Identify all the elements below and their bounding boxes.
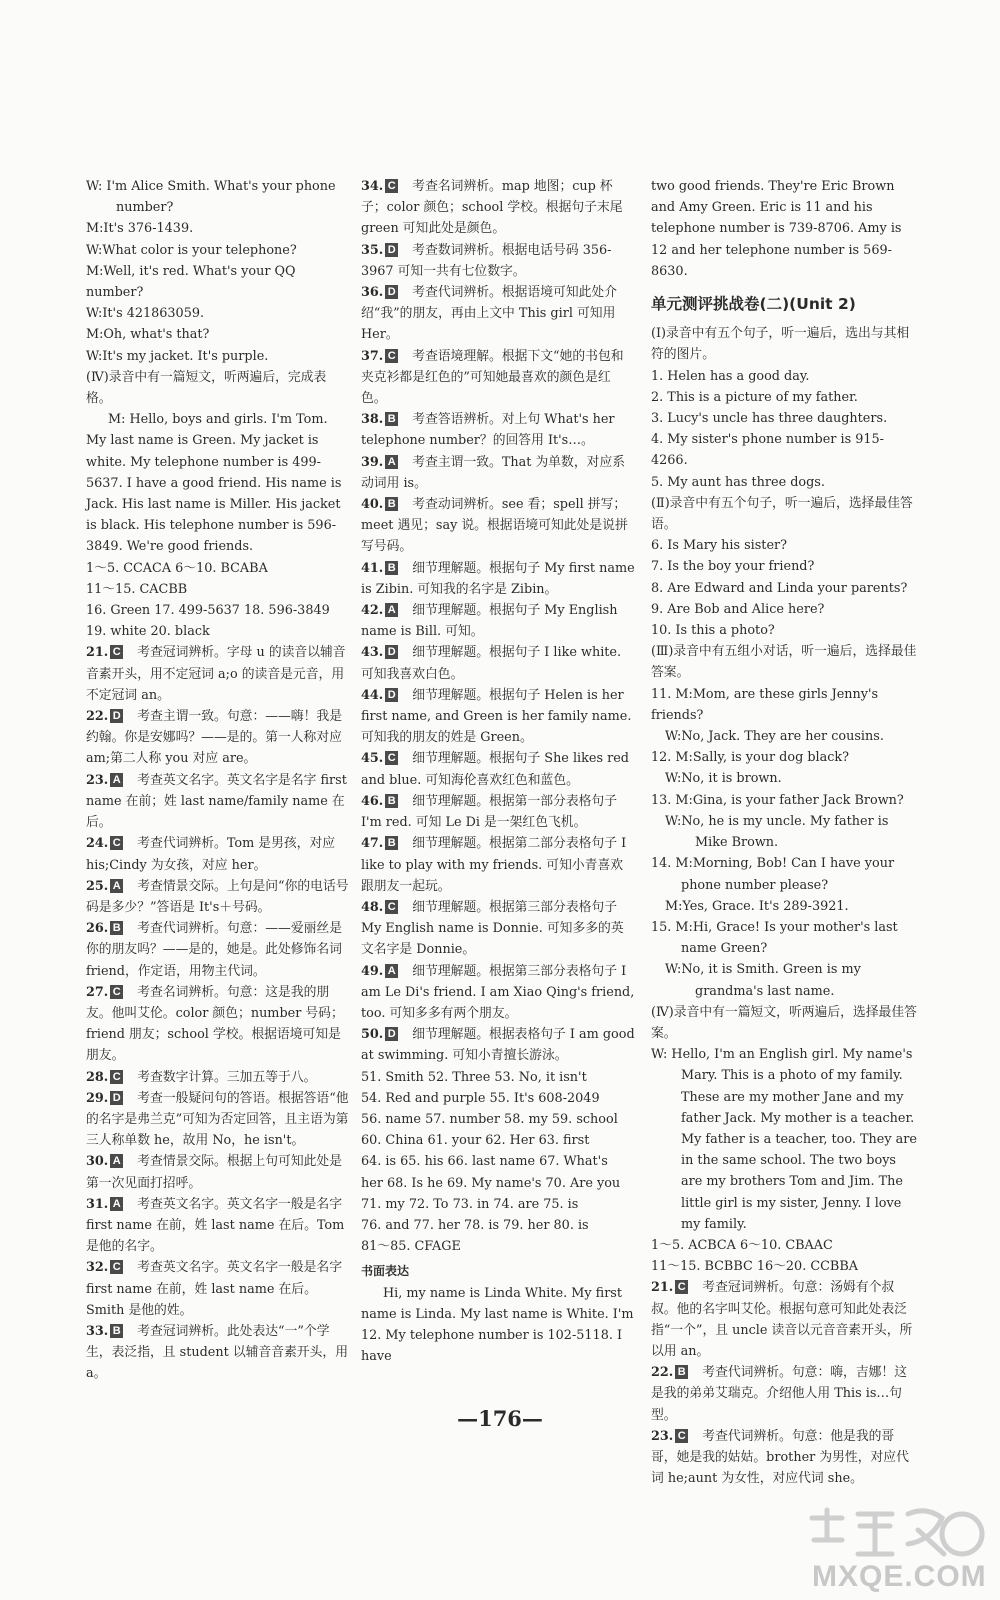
answer-letter: B [385,497,398,511]
explanation-text: 考查名词辨析。句意：这是我的朋友。他叫艾伦。color 颜色；number 号码；friend 朋友；school 学校。根据语境可知是朋友。 [86,984,344,1064]
text-line: two good friends. They're Eric Brown and Amy Green. Eric is 11 and his telephone number is 739-8706. Amy is 12 and her telephone number is 569-8630. [651,179,902,279]
question-number: 37. [361,348,384,364]
text-line: M:Yes, Grace. It's 289-3921. [665,898,849,914]
question-number: 38. [361,412,384,428]
column-left [86,176,350,1385]
text-line: 16. Green 17. 499-5637 18. 596-3849 [86,603,330,619]
answer-letter: A [385,603,398,617]
text-line: 60. China 61. your 62. Her 63. first [361,1133,590,1149]
question-number: 23. [86,772,109,788]
answer-letter: C [110,645,123,659]
answer-letter: C [385,349,398,363]
explanation-text: 考查冠词辨析。此处表达“一”个学生，表泛指，且 student 以辅音音素开头，用 a。 [86,1323,348,1382]
answer-item [361,600,635,642]
question-number: 47. [361,836,384,852]
answer-item [361,791,635,833]
answer-letter: D [110,1091,123,1105]
text-line: M:It's 376-1439. [86,221,194,237]
answer-item [361,346,635,410]
explanation-text: 细节理解题。根据第一部分表格句子 I'm red. 可知 Le Di 是一架红色飞机。 [361,793,618,831]
answer-item [86,1151,350,1193]
answer-letter: A [110,1154,123,1168]
explanation-text: 考查名词辨析。map 地图；cup 杯子；color 颜色；school 学校。根据句子末尾 green 可知此处是颜色。 [361,179,623,237]
answer-letter: D [385,285,398,299]
answer-letter: B [110,1324,123,1338]
explanation-text: 考查代词辨析。Tom 是男孩，对应 his;Cindy 为女孩，对应 her。 [86,836,336,873]
answer-item [361,452,635,494]
question-number: 44. [361,687,384,703]
text-line: 3. Lucy's uncle has three daughters. [651,411,888,427]
question-number: 30. [86,1154,109,1170]
explanation-text: 考查代词辨析。句意：——爱丽丝是你的朋友吗？——是的，她是。此处修饰名词 friend，作定语，用物主代词。 [86,921,343,979]
answer-item [361,961,635,1025]
question-number: 39. [361,454,384,470]
answer-letter: C [110,985,123,999]
text-line: 10. Is this a photo? [651,623,775,639]
question-number: 23. [651,1428,674,1444]
text-line: 1～5. ACBCA 6～10. CBAAC [651,1237,833,1253]
text-line: 64. is 65. his 66. last name 67. What's [361,1154,608,1170]
explanation-text: 考查数字计算。三加五等于八。 [137,1069,317,1085]
text-line: W:No, it is brown. [665,771,782,787]
column-right [651,176,919,1489]
answer-letter: D [385,688,398,702]
text-line: 81～85. CFAGE [361,1239,461,1255]
explanation-text: 考查冠词辨析。句意：汤姆有个叔叔。他的名字叫艾伦。根据句意可知此处表泛指“一个”，且 uncle 读音以元音音素开头，所以用 an。 [651,1280,913,1359]
explanation-text: 细节理解题。根据句子 She likes red and blue. 可知海伦喜欢红色和蓝色。 [361,751,629,788]
text-line: 15. M:Hi, Grace! Is your mother's last name Green? [651,919,898,957]
text-line: 9. Are Bob and Alice here? [651,601,825,617]
question-number: 28. [86,1069,109,1085]
answer-item [86,1321,350,1385]
answer-item [86,770,350,834]
answer-item [361,282,635,346]
question-number: 22. [86,709,109,725]
explanation-text: 考查主谓一致。句意：——嗨！我是约翰。你是安娜吗？——是的。第一人称对应 am;第二人称 you 对应 are。 [86,709,343,767]
text-line: (Ⅳ)录音中有一篇短文，听两遍后，选择最佳答案。 [651,1004,917,1041]
question-number: 35. [361,242,384,258]
explanation-text: 细节理解题。根据第三部分表格句子 I am Le Di's friend. I am Xiao Qing's friend, too. 可知多多有两个朋友。 [361,963,635,1021]
text-line: W:It's 421863059. [86,306,205,322]
answer-letter: D [385,645,398,659]
question-number: 25. [86,878,109,894]
question-number: 32. [86,1260,109,1276]
question-number: 29. [86,1090,109,1106]
question-number: 42. [361,603,384,619]
question-number: 36. [361,285,384,301]
watermark-text: MXQE.COM [812,1560,987,1593]
answer-letter: C [675,1280,688,1294]
explanation-text: 考查情景交际。根据上句可知此处是第一次见面打招呼。 [86,1154,343,1191]
explanation-text: 细节理解题。根据句子 I like white. 可知我喜欢白色。 [361,645,622,682]
text-line: Hi, my name is Linda White. My first name is Linda. My last name is White. I'm 12. My telephone number is 102-5118. I have [361,1285,634,1365]
explanation-text: 细节理解题。根据句子 My English name is Bill. 可知。 [361,603,618,640]
answer-item [361,748,635,790]
explanation-text: 考查情景交际。上句是问“你的电话号码是多少？”答语是 It's＋号码。 [86,878,349,915]
explanation-text: 考查代词辨析。句意：他是我的哥哥，她是我的姑姑。brother 为男性，对应代词 he;aunt 为女性，对应代词 she。 [651,1428,909,1487]
answer-item [361,1024,635,1066]
text-line: 76. and 77. her 78. is 79. her 80. is [361,1217,589,1233]
answer-letter: D [385,1027,398,1041]
answer-item [361,558,635,600]
answer-item [86,918,350,982]
answer-letter: C [385,179,398,193]
text-line: 5. My aunt has three dogs. [651,474,825,490]
text-line: 7. Is the boy your friend? [651,559,815,575]
text-line: M:Oh, what's that? [86,327,210,343]
question-number: 48. [361,899,384,915]
text-line: 54. Red and purple 55. It's 608-2049 [361,1090,600,1106]
text-line: (Ⅰ)录音中有五个句子，听一遍后，选出与其相符的图片。 [651,326,910,363]
text-line: 1～5. CCACA 6～10. BCABA [86,560,268,576]
question-number: 43. [361,645,384,661]
answer-item [361,240,635,282]
answer-item [651,1362,919,1426]
answer-letter: A [385,455,398,469]
answer-letter: C [675,1429,688,1443]
answer-letter: B [385,794,398,808]
question-number: 26. [86,921,109,937]
answer-item [86,982,350,1067]
text-line: M:Well, it's red. What's your QQ number? [86,263,296,301]
answer-item [361,897,635,961]
question-number: 21. [86,645,109,661]
text-line: 71. my 72. To 73. in 74. are 75. is [361,1196,579,1212]
answer-item [86,1194,350,1258]
question-number: 22. [651,1365,674,1381]
answer-letter: C [110,1070,123,1084]
explanation-text: 考查答语辨析。对上句 What's her telephone number？的回答用 It's…。 [361,412,615,449]
explanation-text: 考查英文名字。英文名字一般是名字 first name 在前，姓 last name 在后。Smith 是他的姓。 [86,1260,343,1318]
answer-item [651,1277,919,1362]
text-line: 11. M:Mom, are these girls Jenny's friends? [651,686,879,723]
explanation-text: 细节理解题。根据句子 My first name is Zibin. 可知我的名字是 Zibin。 [361,560,635,597]
question-number: 46. [361,793,384,809]
explanation-text: 考查语境理解。根据下文“她的书包和夹克衫都是红色的”可知她最喜欢的颜色是红色。 [361,348,624,407]
answer-letter: B [385,836,398,850]
text-line: 6. Is Mary his sister? [651,538,788,554]
answer-letter: B [385,412,398,426]
text-line: W:What color is your telephone? [86,242,297,258]
answer-letter: B [385,561,398,575]
answer-letter: B [675,1365,688,1379]
explanation-text: 考查代词辨析。根据语境可知此处介绍“我”的朋友，再由上文中 This girl 可知用 Her。 [361,285,618,343]
text-line: 19. white 20. black [86,624,210,640]
answer-item [651,1426,919,1490]
text-line: W:No, Jack. They are her cousins. [665,729,884,745]
explanation-text: 考查主谓一致。That 为单数，对应系动词用 is。 [361,454,626,491]
text-line: her 68. Is he 69. My name's 70. Are you [361,1175,621,1191]
answer-letter: C [385,900,398,914]
answer-item [361,176,635,240]
text-line: 14. M:Morning, Bob! Can I have your phone number please? [651,856,895,893]
question-number: 45. [361,751,384,767]
question-number: 33. [86,1323,109,1339]
answer-item [86,876,350,918]
text-line: W:No, he is my uncle. My father is Mike Brown. [665,813,889,851]
text-line: 4. My sister's phone number is 915-4266. [651,432,884,469]
text-line: 2. This is a picture of my father. [651,389,858,405]
question-number: 49. [361,963,384,979]
answer-item [86,1067,350,1088]
explanation-text: 考查冠词辨析。字母 u 的读音以辅音音素开头，用不定冠词 a;o 的读音是元音，用不定冠词 an。 [86,645,346,703]
answer-item [361,642,635,684]
answer-item [86,642,350,706]
text-line: M: Hello, boys and girls. I'm Tom. My last name is Green. My jacket is white. My telephone number is 499-5637. I have a good friend. His name is Jack. His last name is Miller. His jacket is black. His telephone number is 596-3849. We're good friends. [86,412,342,555]
page-number: —176— [457,1406,543,1431]
answer-letter: A [110,773,123,787]
explanation-text: 考查代词辨析。句意：嗨，吉娜！这是我的弟弟艾瑞克。介绍他人用 This is…句型。 [651,1365,908,1423]
answer-item [361,833,635,897]
answer-letter: A [385,964,398,978]
question-number: 40. [361,497,384,513]
question-number: 34. [361,179,384,194]
answer-item [86,1088,350,1152]
answer-item [86,1257,350,1321]
answer-letter: C [110,1260,123,1274]
answer-item [361,494,635,558]
text-line: 13. M:Gina, is your father Jack Brown? [651,792,904,808]
answer-letter: D [110,709,123,723]
answer-letter: C [110,836,123,850]
explanation-text: 细节理解题。根据句子 Helen is her first name, and Green is her family name. 可知我的朋友的姓是 Green。 [361,687,632,746]
text-line: 11～15. CACBB [86,581,188,597]
text-line: (Ⅱ)录音中有五个句子，听一遍后，选择最佳答语。 [651,495,913,533]
question-number: 24. [86,836,109,852]
question-number: 41. [361,560,384,576]
answer-letter: A [110,879,123,893]
text-line: W: Hello, I'm an English girl. My name's Mary. This is a photo of my family. These are my mother Jane and my father Jack. My mother is a teacher. My father is a teacher, too. They are in the same school. The two boys are my brothers Tom and Jim. The little girl is my sister, Jenny. I love my family. [651,1047,917,1232]
answer-letter: D [385,243,398,257]
text-line: 11～15. BCBBC 16～20. CCBBA [651,1259,858,1275]
column-middle [361,176,635,1367]
explanation-text: 考查数词辨析。根据电话号码 356-3967 可知一共有七位数字。 [361,242,612,279]
text-line: W:No, it is Smith. Green is my grandma's last name. [665,962,861,999]
section-heading: 单元测评挑战卷(二)(Unit 2) [651,295,856,314]
explanation-text: 细节理解题。根据第三部分表格句子 My English name is Donnie. 可知多多的英文名字是 Donnie。 [361,899,624,958]
question-number: 27. [86,984,109,1000]
text-line: 51. Smith 52. Three 53. No, it isn't [361,1069,587,1085]
text-line: 8. Are Edward and Linda your parents? [651,580,908,596]
question-number: 21. [651,1280,674,1296]
answer-item [86,706,350,770]
answer-item [361,685,635,749]
explanation-text: 考查英文名字。英文名字是名字 first name 在前；姓 last name/family name 在后。 [86,772,347,831]
question-number: 31. [86,1196,109,1212]
text-line: 1. Helen has a good day. [651,368,810,384]
answer-letter: B [110,921,123,935]
text-line: (Ⅳ)录音中有一篇短文，听两遍后，完成表格。 [86,369,327,407]
answer-letter: C [385,751,398,765]
text-line: W:It's my jacket. It's purple. [86,348,269,364]
answer-item [86,833,350,875]
text-line: 12. M:Sally, is your dog black? [651,750,850,766]
explanation-text: 细节理解题。根据第二部分表格句子 I like to play with my friends. 可知小青喜欢跟朋友一起玩。 [361,836,627,894]
question-number: 50. [361,1027,384,1043]
text-line: 56. name 57. number 58. my 59. school [361,1111,618,1127]
explanation-text: 考查一般疑问句的答语。根据答语“他的名字是弗兰克”可知为否定回答，且主语为第三人称单数 he，故用 No，he isn't。 [86,1090,349,1149]
answer-item [361,409,635,451]
text-line: W: I'm Alice Smith. What's your phone number? [86,179,336,216]
subsection-heading: 书面表达 [361,1264,410,1279]
explanation-text: 考查动词辨析。see 看；spell 拼写；meet 遇见；say 说。根据语境可知此处是说拼写号码。 [361,497,628,555]
answer-letter: A [110,1197,123,1211]
text-line: (Ⅲ)录音中有五组小对话，听一遍后，选择最佳答案。 [651,644,917,681]
explanation-text: 考查英文名字。英文名字一般是名字 first name 在前，姓 last name 在后。Tom 是他的名字。 [86,1196,345,1255]
explanation-text: 细节理解题。根据表格句子 I am good at swimming. 可知小青擅长游泳。 [361,1027,635,1064]
